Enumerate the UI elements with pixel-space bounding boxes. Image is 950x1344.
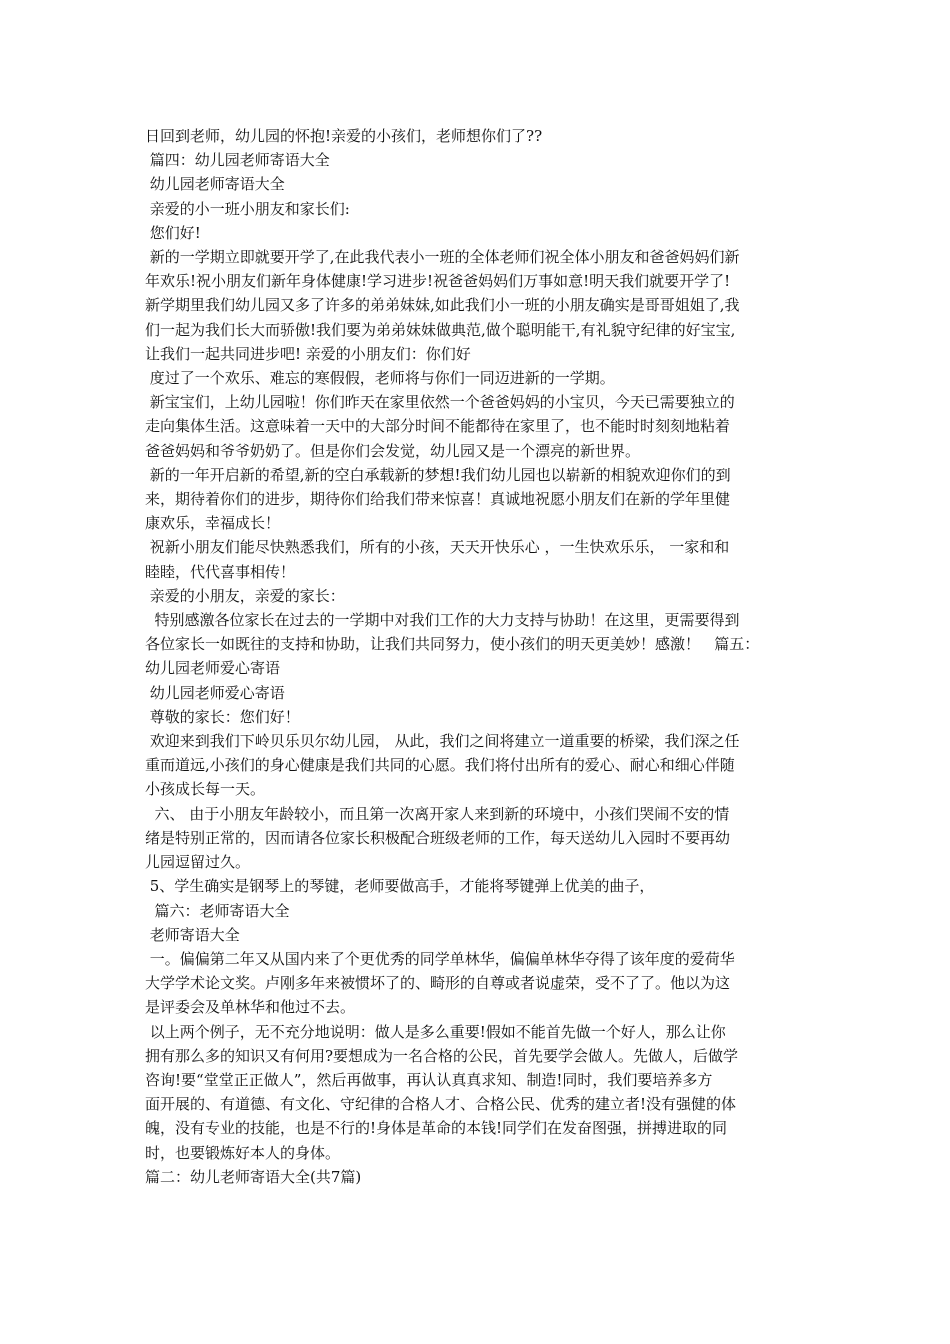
text-line: 睦睦，代代喜事相传！ — [145, 562, 296, 581]
text-line: 篇二：幼儿老师寄语大全(共7篇) — [145, 1167, 362, 1186]
text-line: 新的一年开启新的希望,新的空白承载新的梦想!我们幼儿园也以崭新的相貌欢迎你们的到 — [145, 465, 731, 484]
text-line: 们一起为我们长大而骄傲!我们要为弟弟妹妹做典范,做个聪明能干,有礼貌守纪律的好宝宝, — [145, 320, 736, 339]
text-line: 走向集体生活。这意味着一天中的大部分时间不能都待在家里了，也不能时时刻刻地粘着 — [145, 417, 731, 436]
text-line: 您们好! — [145, 223, 201, 242]
text-line: 爸爸妈妈和爷爷奶奶了。但是你们会发觉，幼儿园又是一个漂亮的新世界。 — [145, 441, 641, 460]
text-line: 咨询!要“堂堂正正做人”，然后再做事，再认认真真求知、制造!同时，我们要培养多方 — [145, 1070, 713, 1089]
text-line: 幼儿园老师爱心寄语 — [145, 683, 285, 702]
text-line: 年欢乐!祝小朋友们新年身体健康!学习进步!祝爸爸妈妈们万事如意!明天我们就要开学了! — [145, 272, 731, 291]
text-line: 魄，没有专业的技能，也是不行的!身体是革命的本钱!同学们在发奋图强，拼搏进取的同 — [145, 1119, 728, 1138]
text-line: 各位家长一如既往的支持和协助，让我们共同努力，使小孩们的明天更美妙！感激！ 篇五： — [145, 635, 760, 654]
text-line: 欢迎来到我们下岭贝乐贝尔幼儿园， 从此，我们之间将建立一道重要的桥梁，我们深之任 — [145, 732, 740, 751]
text-line: 新学期里我们幼儿园又多了许多的弟弟妹妹,如此我们小一班的小朋友确实是哥哥姐姐了,我 — [145, 296, 740, 315]
text-line: 一。偏偏第二年又从国内来了个更优秀的同学单林华，偏偏单林华夺得了该年度的爱荷华 — [145, 949, 735, 968]
text-line: 六、 由于小朋友年龄较小，而且第一次离开家人来到新的环境中，小孩们哭闹不安的情 — [145, 804, 730, 823]
text-line: 度过了一个欢乐、难忘的寒假假，老师将与你们一同迈进新的一学期。 — [145, 369, 615, 388]
document-body — [145, 124, 811, 1189]
text-line: 面开展的、有道德、有文化、守纪律的合格人才、合格公民、优秀的建立者!没有强健的体 — [145, 1095, 737, 1114]
text-line: 日回到老师，幼儿园的怀抱!亲爱的小孩们，老师想你们了?? — [145, 127, 543, 145]
text-line: 篇四：幼儿园老师寄语大全 — [145, 151, 330, 170]
text-line: 新的一学期立即就要开学了,在此我代表小一班的全体老师们祝全体小朋友和爸爸妈妈们新 — [145, 248, 740, 267]
text-line: 特别感激各位家长在过去的一学期中对我们工作的大力支持与协助！在这里，更需要得到 — [145, 611, 740, 630]
text-line: 康欢乐，幸福成长！ — [145, 514, 281, 533]
text-line: 亲爱的小一班小朋友和家长们: — [145, 199, 350, 218]
text-line: 重而道远,小孩们的身心健康是我们共同的心愿。我们将付出所有的爱心、耐心和细心伴随 — [145, 756, 735, 775]
text-line: 以上两个例子，无不充分地说明：做人是多么重要!假如不能首先做一个好人，那么让你 — [145, 1022, 726, 1041]
text-line: 拥有那么多的知识又有何用?要想成为一名合格的公民，首先要学会做人。先做人，后做学 — [145, 1046, 739, 1065]
text-line: 让我们一起共同进步吧! 亲爱的小朋友们：你们好 — [145, 344, 471, 363]
text-line: 绪是特别正常的，因而请各位家长积极配合班级老师的工作，每天送幼儿入园时不要再幼 — [145, 828, 731, 847]
text-line: 幼儿园老师爱心寄语 — [145, 659, 281, 678]
text-line: 新宝宝们，上幼儿园啦！你们昨天在家里依然一个爸爸妈妈的小宝贝，今天已需要独立的 — [145, 393, 735, 412]
text-line: 儿园逗留过久。 — [145, 853, 251, 872]
text-line: 是评委会及单林华和他过不去。 — [145, 998, 356, 1017]
text-line: 亲爱的小朋友，亲爱的家长： — [145, 586, 345, 605]
text-line: 时，也要锻炼好本人的身体。 — [145, 1143, 341, 1162]
text-line: 幼儿园老师寄语大全 — [145, 175, 285, 194]
text-line: 篇六：老师寄语大全 — [145, 901, 290, 920]
text-line: 5、学生确实是钢琴上的琴键，老师要做高手，才能将琴键弹上优美的曲子， — [145, 877, 655, 896]
text-line: 来，期待着你们的进步，期待你们给我们带来惊喜！真诚地祝愿小朋友们在新的学年里健 — [145, 490, 731, 509]
text-line: 大学学术论文奖。卢刚多年来被惯坏了的、畸形的自尊或者说虚荣，受不了了。他以为这 — [145, 974, 731, 993]
text-line: 祝新小朋友们能尽快熟悉我们，所有的小孩，天天开快乐心 ，一生快欢乐乐， 一家和和 — [145, 538, 730, 557]
text-line: 尊敬的家长：您们好！ — [145, 707, 300, 726]
text-line: 小孩成长每一天。 — [145, 780, 266, 799]
text-line: 老师寄语大全 — [145, 925, 240, 944]
